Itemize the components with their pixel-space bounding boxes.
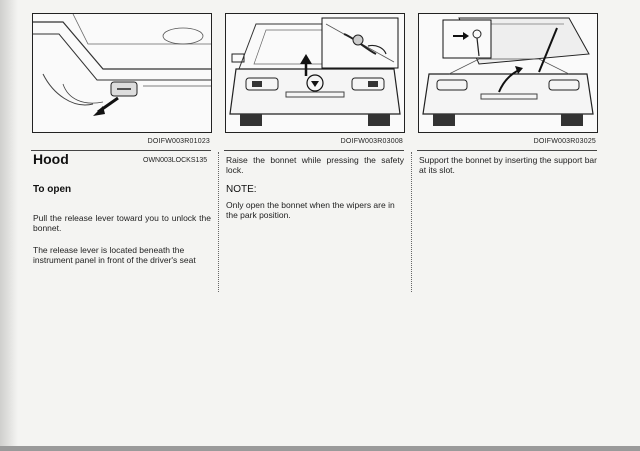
column-rule [224,150,404,151]
figure-release-lever [32,13,212,133]
paragraph-support-bonnet: Support the bonnet by inserting the support bar at its slot. [419,155,597,175]
paragraph-raise-bonnet: Raise the bonnet while pressing the safety lock. [226,155,404,175]
figure-code: DOIFW003R03008 [340,138,403,145]
figure-support-bar [418,13,598,133]
note-text: Only open the bonnet when the wipers are in the park position. [226,200,395,220]
column-divider [218,152,219,292]
figure-safety-lock [225,13,405,133]
paragraph-pull-lever: Pull the release lever toward you to unlock the bonnet. [33,213,211,233]
figure-code: DOIFW003R03025 [533,138,596,145]
section-title: Hood [33,151,69,167]
note-heading: NOTE: [226,184,257,195]
column-rule [417,150,597,151]
open-bonnet-illustration [419,14,597,132]
page-edge-shadow [0,446,640,451]
section-code: OWN003LOCKS135 [143,157,208,164]
column-divider [411,152,412,292]
section-subtitle: To open [33,184,72,195]
car-front-illustration [226,14,404,132]
figure-code: DOIFW003R01023 [147,138,210,145]
release-lever-illustration [33,14,211,132]
paragraph-lever-location: The release lever is located beneath the instrument panel in front of the driver's seat [33,245,196,265]
